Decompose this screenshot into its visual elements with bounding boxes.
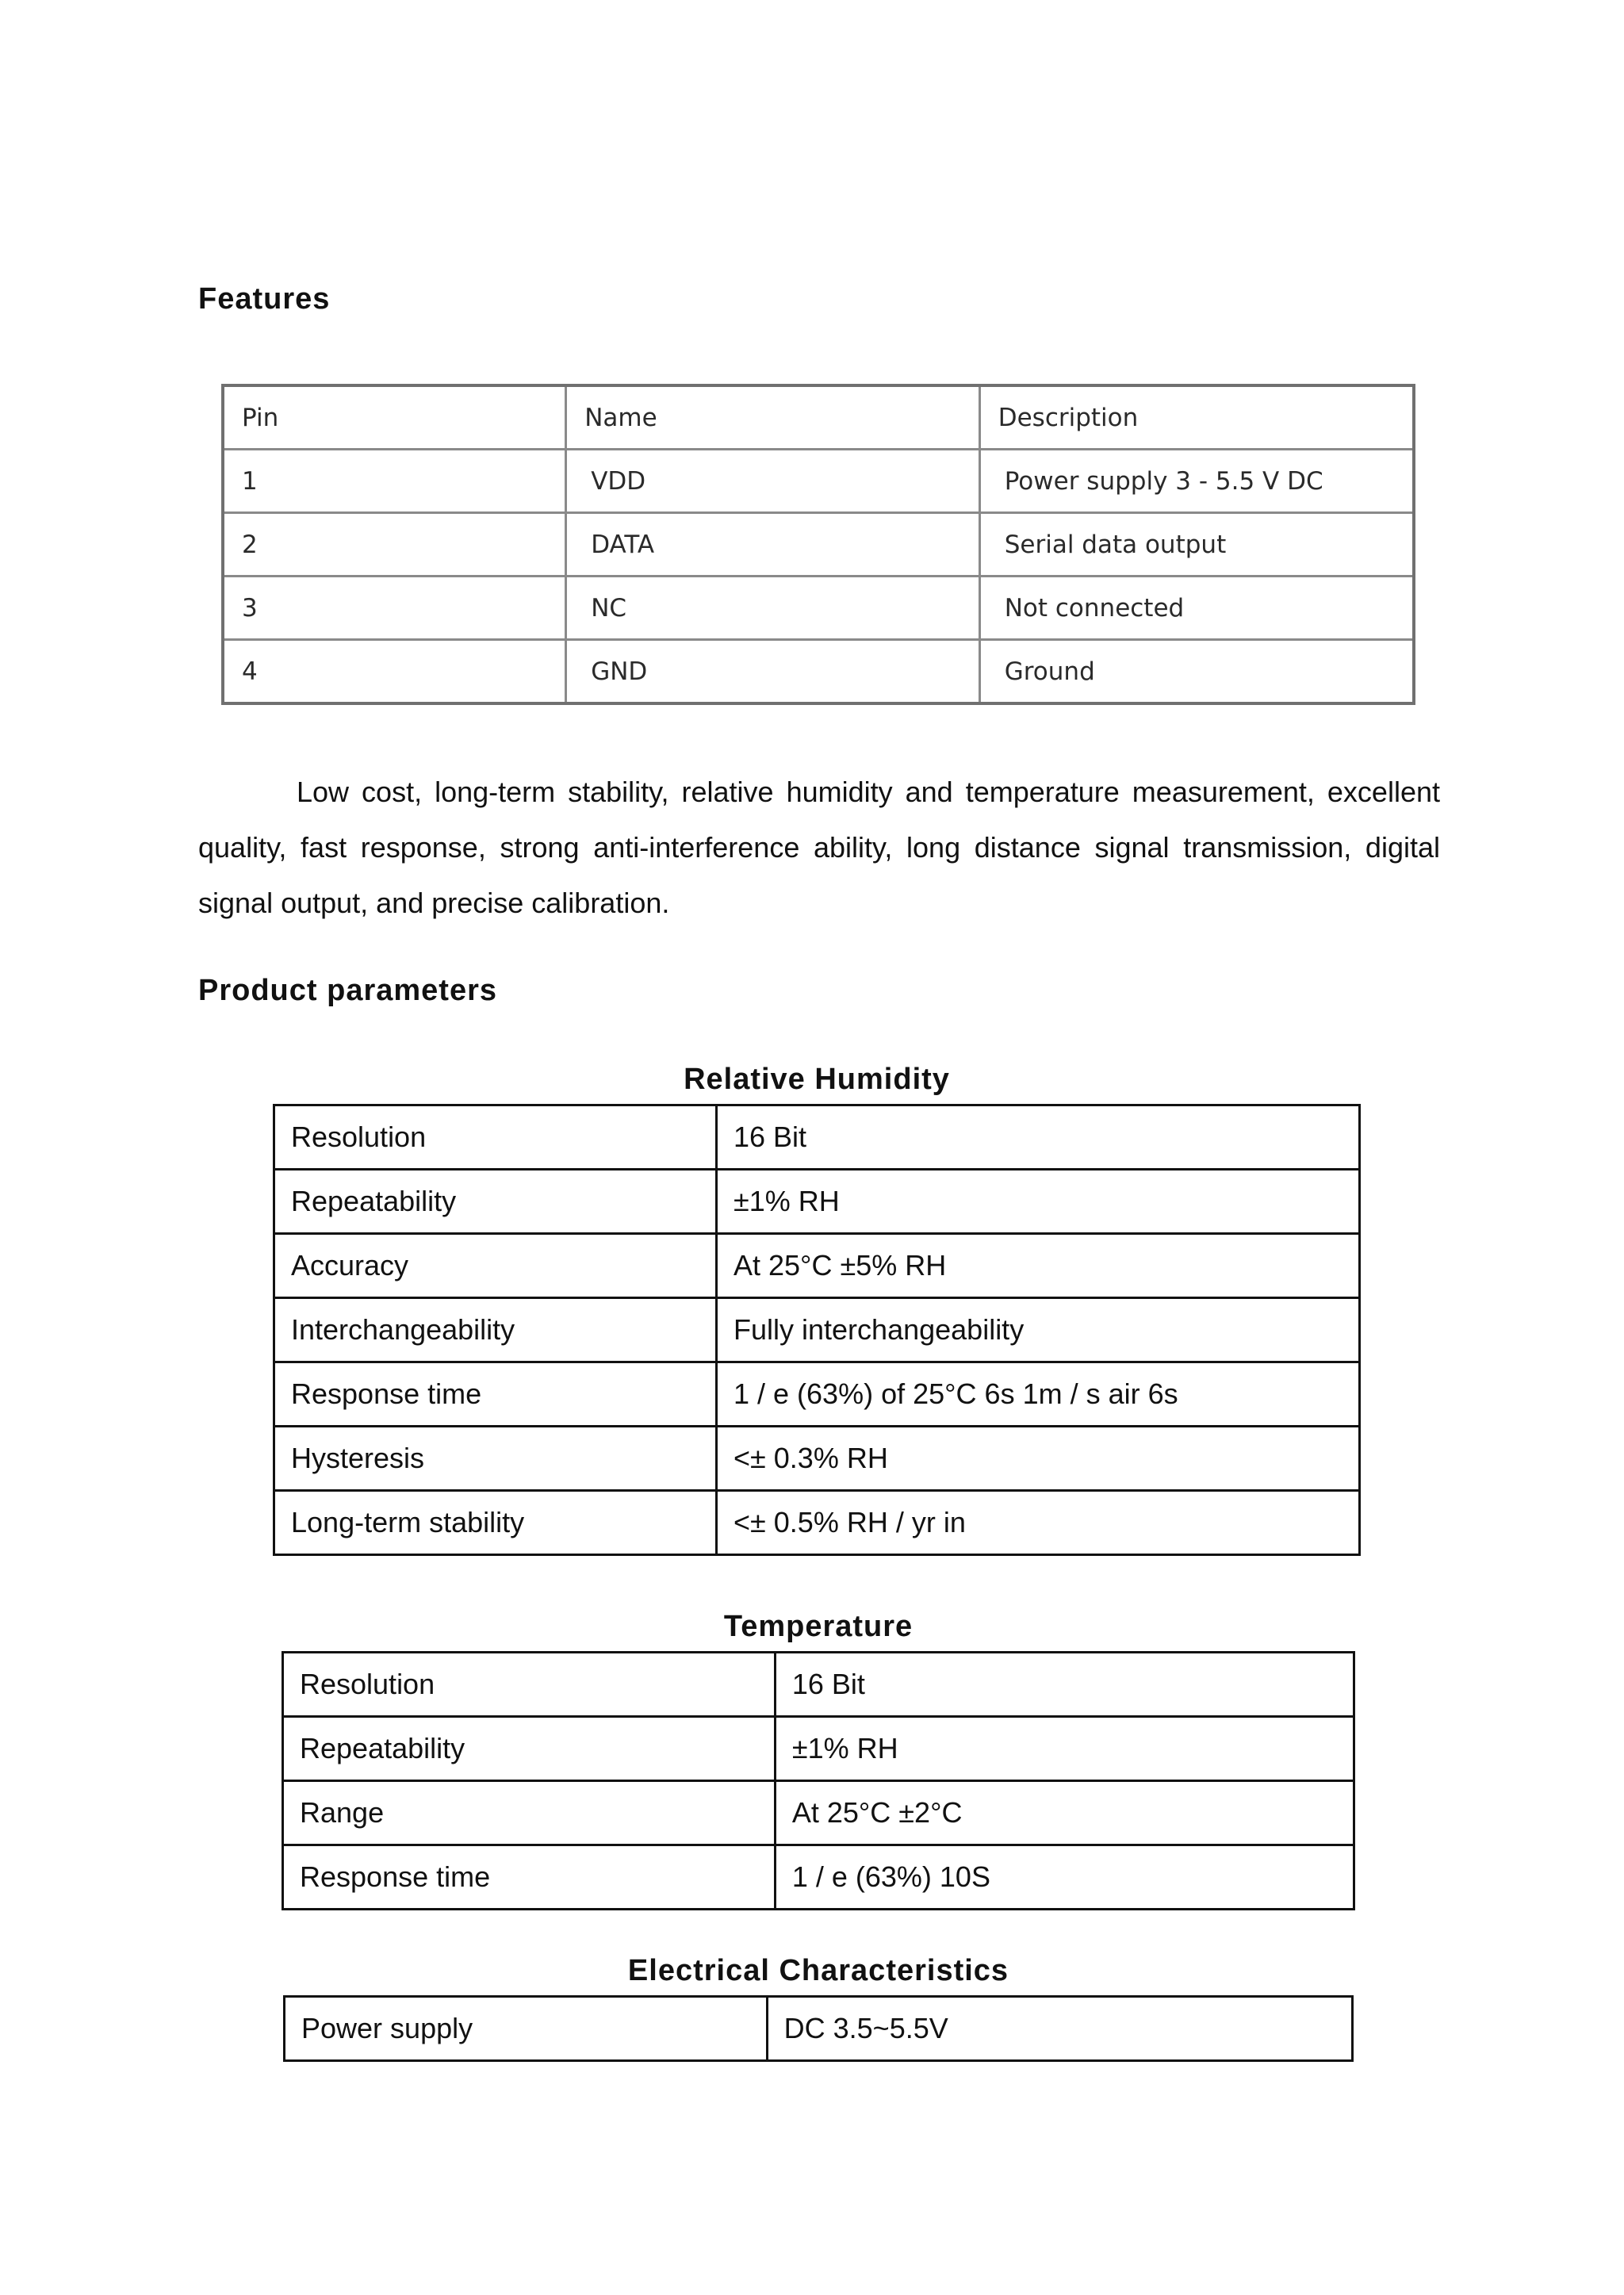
param-label: Range	[283, 1781, 776, 1845]
table-header-row	[223, 385, 1414, 450]
param-value: ±1% RH	[717, 1170, 1360, 1234]
description-paragraph: Low cost, long-term stability, relative humidity and temperature measurement, excellent quality, fast response, strong anti-interference ability, long distance signal transmission, digital signal output, and precise calibration.	[198, 776, 1440, 919]
param-label: Interchangeability	[274, 1298, 717, 1362]
param-value: DC 3.5~5.5V	[767, 1997, 1352, 2061]
description-cell: Serial data output	[979, 513, 1414, 577]
param-value: 16 Bit	[717, 1105, 1360, 1170]
table-row	[283, 1717, 1354, 1781]
table-row	[283, 1653, 1354, 1717]
param-value: At 25°C ±5% RH	[717, 1234, 1360, 1298]
table-row	[274, 1491, 1360, 1555]
param-value: ±1% RH	[775, 1717, 1354, 1781]
temperature-table	[282, 1651, 1355, 1910]
table-row	[223, 513, 1414, 577]
features-heading: Features	[198, 282, 331, 316]
param-value: <± 0.3% RH	[717, 1427, 1360, 1491]
param-label: Repeatability	[283, 1717, 776, 1781]
table-row	[285, 1997, 1353, 2061]
table-row	[223, 450, 1414, 513]
name-cell: DATA	[566, 513, 980, 577]
param-label: Response time	[274, 1362, 717, 1427]
humidity-table	[273, 1104, 1361, 1556]
table-row	[274, 1427, 1360, 1491]
param-label: Resolution	[274, 1105, 717, 1170]
table-row	[274, 1105, 1360, 1170]
table-row	[223, 577, 1414, 640]
param-value: <± 0.5% RH / yr in	[717, 1491, 1360, 1555]
header-pin: Pin	[223, 385, 566, 450]
table-row	[283, 1781, 1354, 1845]
description-cell: Ground	[979, 640, 1414, 704]
temperature-table-caption: Temperature	[723, 1610, 914, 1643]
table-row	[274, 1234, 1360, 1298]
pin-cell: 4	[223, 640, 566, 704]
table-row	[274, 1362, 1360, 1427]
param-value: 1 / e (63%) 10S	[775, 1845, 1354, 1910]
name-cell: NC	[566, 577, 980, 640]
pin-cell: 1	[223, 450, 566, 513]
humidity-table-caption: Relative Humidity	[684, 1063, 950, 1096]
table-row	[274, 1298, 1360, 1362]
name-cell: GND	[566, 640, 980, 704]
param-label: Resolution	[283, 1653, 776, 1717]
product-parameters-heading: Product parameters	[198, 974, 498, 1007]
table-row	[223, 640, 1414, 704]
param-label: Accuracy	[274, 1234, 717, 1298]
description-cell: Power supply 3 - 5.5 V DC	[979, 450, 1414, 513]
pin-table	[221, 384, 1415, 705]
pin-cell: 3	[223, 577, 566, 640]
param-label: Hysteresis	[274, 1427, 717, 1491]
pin-cell: 2	[223, 513, 566, 577]
table-row	[274, 1170, 1360, 1234]
name-cell: VDD	[566, 450, 980, 513]
electrical-table-caption: Electrical Characteristics	[627, 1954, 1009, 1987]
param-value: 1 / e (63%) of 25°C 6s 1m / s air 6s	[717, 1362, 1360, 1427]
param-label: Long-term stability	[274, 1491, 717, 1555]
description-cell: Not connected	[979, 577, 1414, 640]
param-label: Power supply	[285, 1997, 768, 2061]
table-row	[283, 1845, 1354, 1910]
param-value: 16 Bit	[775, 1653, 1354, 1717]
param-value: At 25°C ±2°C	[775, 1781, 1354, 1845]
header-name: Name	[566, 385, 980, 450]
param-label: Repeatability	[274, 1170, 717, 1234]
param-label: Response time	[283, 1845, 776, 1910]
header-description: Description	[979, 385, 1414, 450]
param-value: Fully interchangeability	[717, 1298, 1360, 1362]
electrical-table	[283, 1995, 1354, 2062]
